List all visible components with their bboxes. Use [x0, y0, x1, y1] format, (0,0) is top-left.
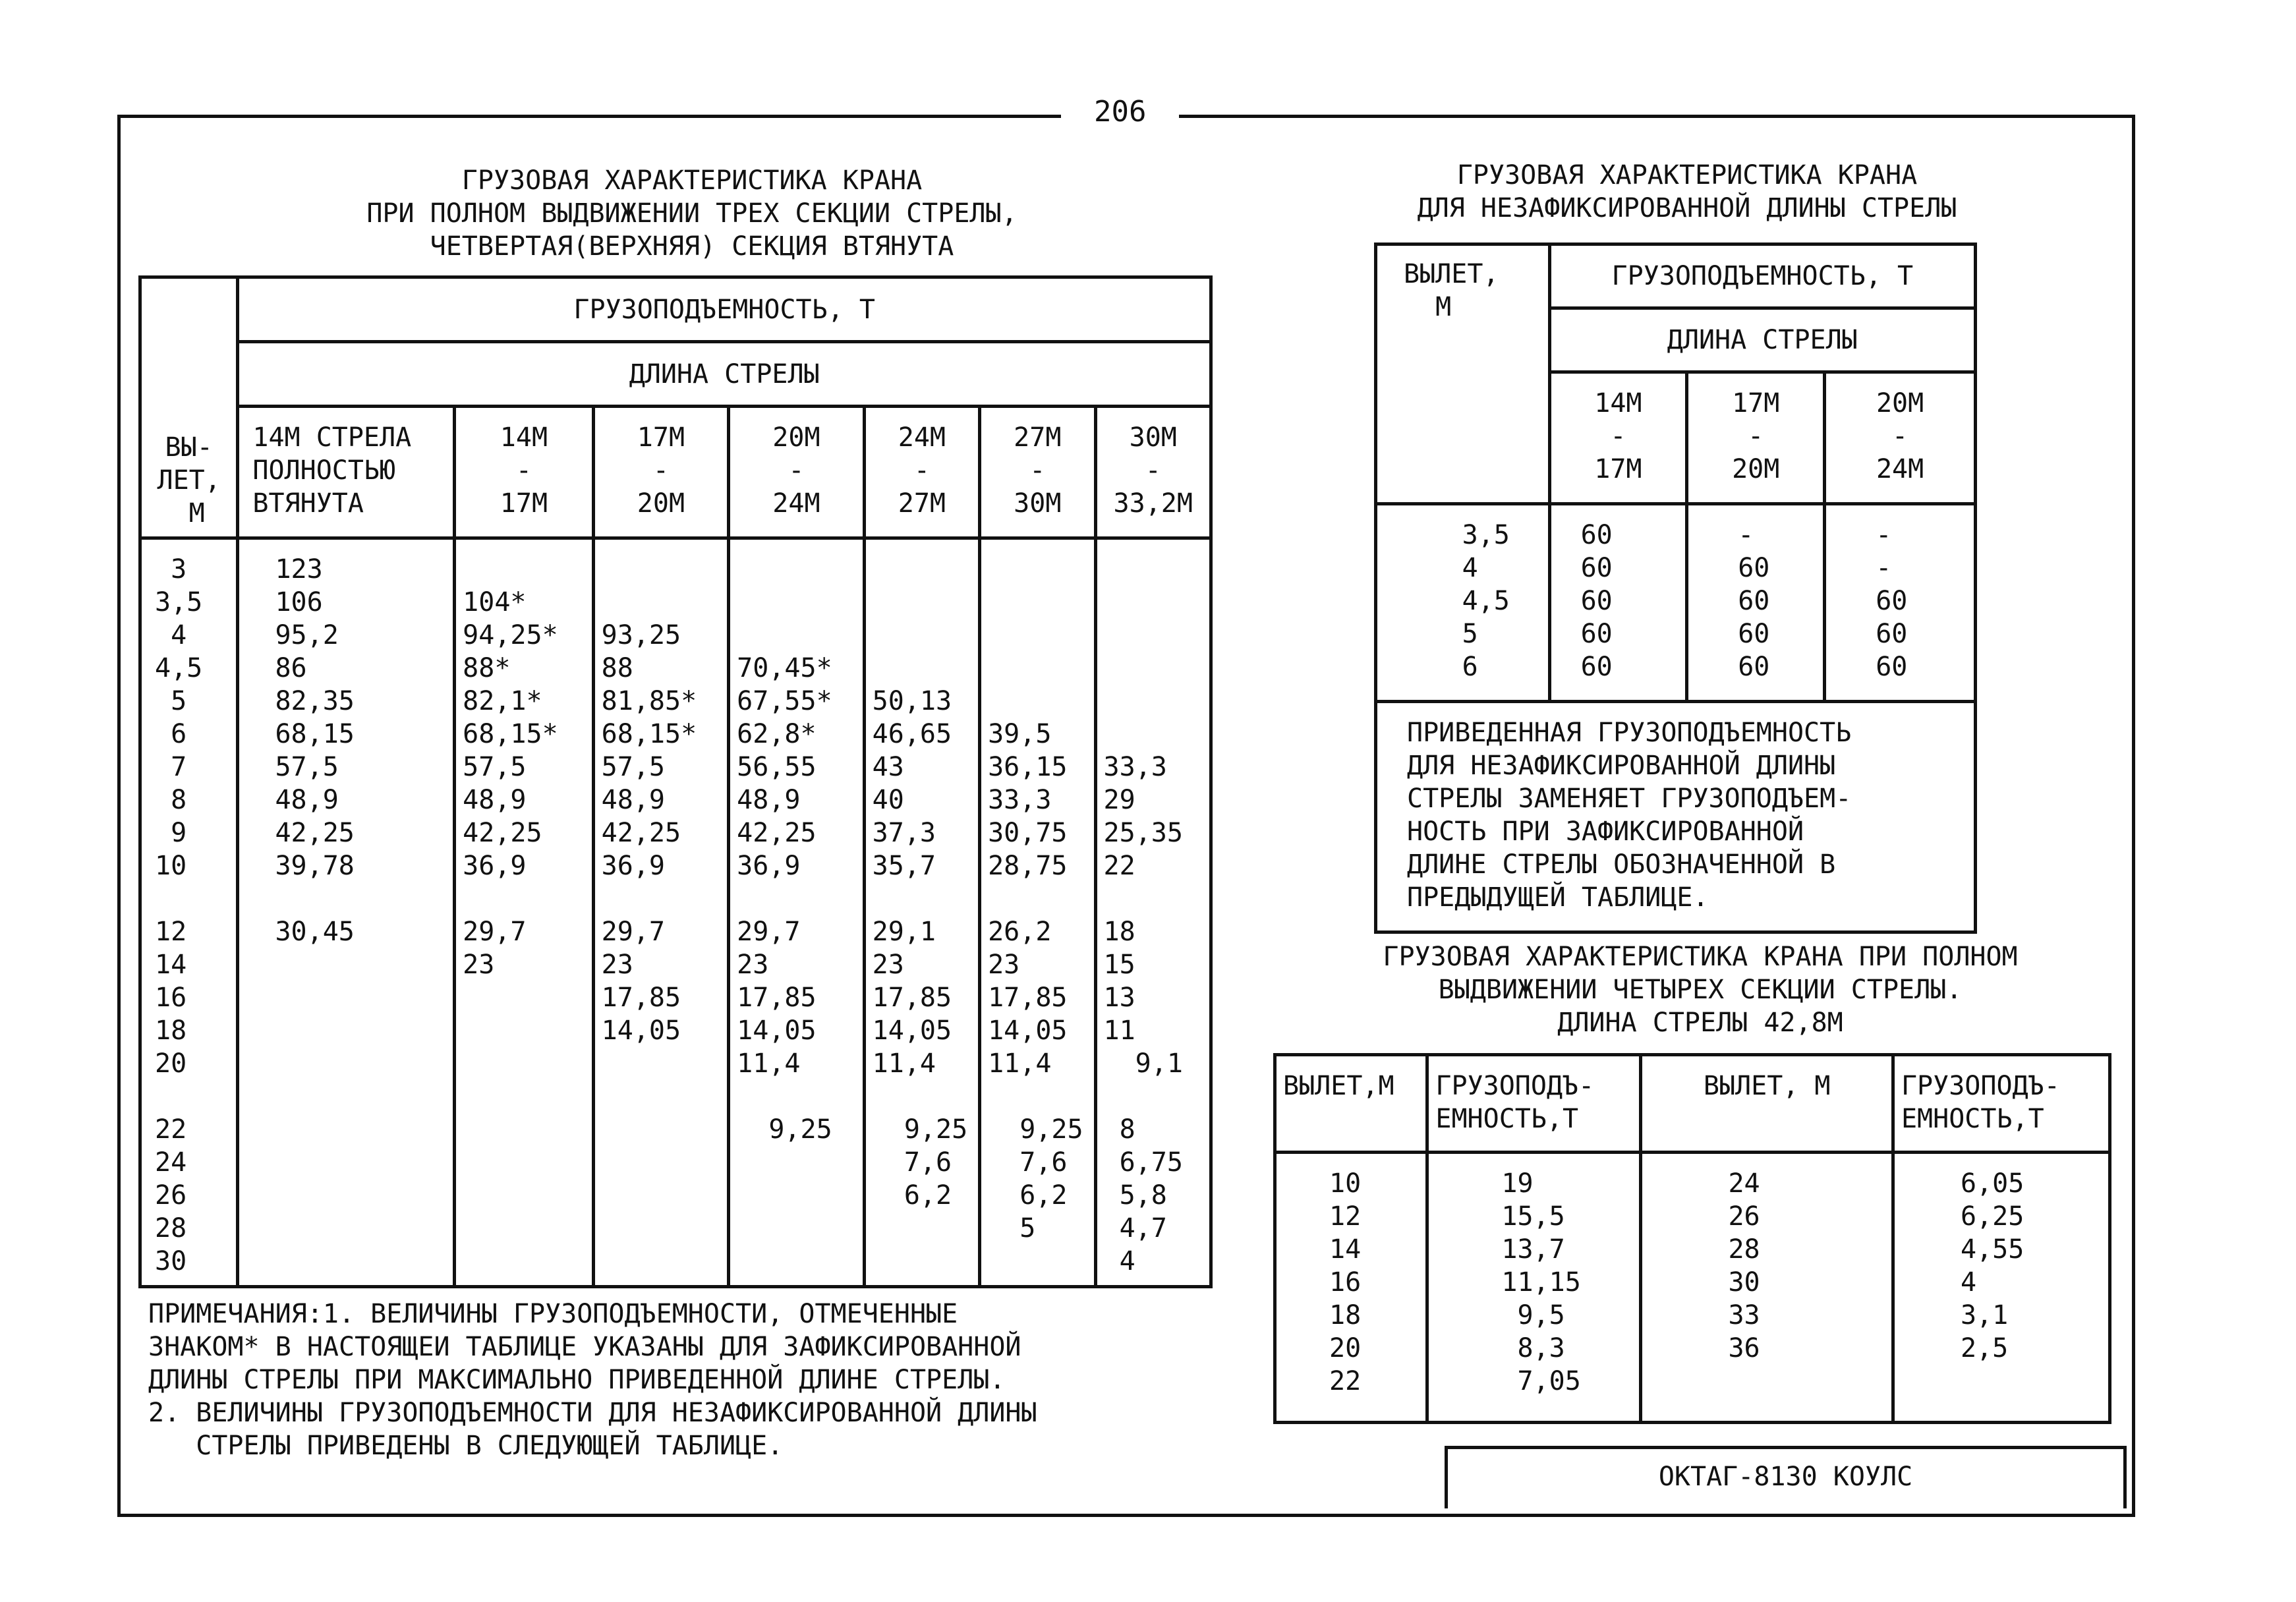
full-header-reach-2: ВЫЛЕТ, М	[1703, 1071, 1831, 1101]
notes-line-5: СТРЕЛЫ ПРИВЕДЕНЫ В СЛЕДУЮЩЕЙ ТАБЛИЦЕ.	[148, 1431, 784, 1461]
full-extension-table	[1273, 1053, 2111, 1424]
left-col-header-7: 30М - 33,2М	[1113, 422, 1193, 519]
left-col-header-6: 27М - 30М	[1014, 422, 1062, 519]
left-col-values-2: 104* 94,25* 88* 82,1* 68,15* 57,5 48,9 42,25 36,9 29,7 23	[463, 587, 558, 980]
left-col-values-5: 50,13 46,65 43 40 37,3 35,7 29,1 23 17,85 14,05 11,4 9,25 7,6 6,2	[872, 686, 968, 1211]
notes-line-4: 2. ВЕЛИЧИНЫ ГРУЗОПОДЪЕМНОСТИ ДЛЯ НЕЗАФИКСИРОВАННОЙ ДЛИНЫ	[148, 1398, 1037, 1428]
left-col-header-5: 24М - 27М	[898, 422, 946, 519]
left-table-title-2: ПРИ ПОЛНОМ ВЫДВИЖЕНИИ ТРЕХ СЕКЦИИ СТРЕЛЫ,	[366, 198, 1018, 229]
right-top-title-1: ГРУЗОВАЯ ХАРАКТЕРИСТИКА КРАНА	[1456, 160, 1918, 190]
left-table-title-1: ГРУЗОВАЯ ХАРАКТЕРИСТИКА КРАНА	[461, 165, 923, 196]
left-col-header-1: 14М СТРЕЛА ПОЛНОСТЬЮ ВТЯНУТА	[252, 422, 412, 519]
right-top-title-2: ДЛЯ НЕЗАФИКСИРОВАННОЙ ДЛИНЫ СТРЕЛЫ	[1417, 193, 1957, 223]
left-capacity-header: ГРУЗОПОДЪЕМНОСТЬ, Т	[573, 294, 875, 325]
left-col-header-4: 20М - 24М	[772, 422, 820, 519]
left-boom-header: ДЛИНА СТРЕЛЫ	[629, 358, 820, 389]
unfixed-boom-header: ДЛИНА СТРЕЛЫ	[1667, 325, 1858, 355]
stamp-text: ОКТАГ-8130 КОУЛС	[1658, 1462, 1913, 1492]
unfixed-reach-values: 3,5 4 4,5 5 6	[1462, 520, 1510, 682]
left-table-title-3: ЧЕТВЕРТАЯ(ВЕРХНЯЯ) СЕКЦИЯ ВТЯНУТА	[430, 231, 954, 262]
unfixed-col-values-1: 60 60 60 60 60	[1580, 520, 1613, 682]
left-col-values-7: 33,3 29 25,35 22 18 15 13 11 9,1 8 6,75 5,8 4,7 4	[1103, 752, 1183, 1276]
full-reach-values-1: 10 12 14 16 18 20 22	[1329, 1168, 1362, 1396]
left-reach-values: 3 3,5 4 4,5 5 6 7 8 9 10 12 14 16 18 20 22 24 26 28 30	[155, 554, 203, 1276]
full-capacity-values-2: 6,05 6,25 4,55 4 3,1 2,5	[1960, 1168, 2024, 1363]
full-header-capacity-2: ГРУЗОПОДЪ- ЕМНОСТЬ,Т	[1901, 1071, 2060, 1134]
unfixed-reach-header: ВЫЛЕТ, М	[1404, 259, 1499, 322]
right-bottom-title-3: ДЛИНА СТРЕЛЫ 42,8М	[1557, 1008, 1843, 1038]
full-header-reach-1: ВЫЛЕТ,М	[1283, 1071, 1394, 1101]
left-col-header-2: 14М - 17М	[500, 422, 548, 519]
left-col-values-6: 39,5 36,15 33,3 30,75 28,75 26,2 23 17,85 14,05 11,4 9,25 7,6 6,2 5	[988, 719, 1083, 1244]
left-capacity-table	[138, 275, 1213, 1288]
right-bottom-title-1: ГРУЗОВАЯ ХАРАКТЕРИСТИКА КРАНА ПРИ ПОЛНОМ	[1383, 942, 2018, 972]
notes-line-1: ПРИМЕЧАНИЯ:1. ВЕЛИЧИНЫ ГРУЗОПОДЪЕМНОСТИ, ОТМЕЧЕННЫЕ	[148, 1299, 958, 1329]
unfixed-col-values-3: - - 60 60 60	[1876, 520, 1908, 682]
page-number: 206	[1061, 96, 1179, 128]
unfixed-col-header-1: 14М - 17М	[1594, 388, 1642, 484]
unfixed-note: ПРИВЕДЕННАЯ ГРУЗОПОДЪЕМНОСТЬ ДЛЯ НЕЗАФИКСИРОВАННОЙ ДЛИНЫ СТРЕЛЫ ЗАМЕНЯЕТ ГРУЗОПОДЪЕМ- НОСТЬ ПРИ ЗАФИКСИРОВАННОЙ ДЛИНЕ СТРЕЛЫ ОБОЗНАЧЕННОЙ В ПРЕДЫДУЩЕЙ ТАБЛИЦЕ.	[1407, 718, 1852, 913]
left-col-values-4: 70,45* 67,55* 62,8* 56,55 48,9 42,25 36,9 29,7 23 17,85 14,05 11,4 9,25	[737, 653, 832, 1145]
left-col-header-3: 17М - 20М	[637, 422, 685, 519]
unfixed-col-header-2: 17М - 20М	[1732, 388, 1780, 484]
full-header-capacity-1: ГРУЗОПОДЪ- ЕМНОСТЬ,Т	[1435, 1071, 1595, 1134]
unfixed-boom-table	[1374, 243, 1977, 934]
unfixed-capacity-header: ГРУЗОПОДЪЕМНОСТЬ, Т	[1611, 261, 1914, 291]
left-col-values-1: 123 106 95,2 86 82,35 68,15 57,5 48,9 42,25 39,78 30,45	[275, 554, 355, 947]
title-stamp	[1445, 1446, 2127, 1508]
notes-line-2: ЗНАКОМ* В НАСТОЯЩЕИ ТАБЛИЦЕ УКАЗАНЫ ДЛЯ ЗАФИКСИРОВАННОЙ	[148, 1332, 1021, 1362]
right-bottom-title-2: ВЫДВИЖЕНИИ ЧЕТЫРЕХ СЕКЦИИ СТРЕЛЫ.	[1438, 975, 1963, 1005]
full-reach-values-2: 24 26 28 30 33 36	[1728, 1168, 1760, 1363]
left-reach-header: ВЫ- ЛЕТ, М	[157, 432, 221, 529]
left-col-values-3: 93,25 88 81,85* 68,15* 57,5 48,9 42,25 36,9 29,7 23 17,85 14,05	[601, 620, 697, 1046]
unfixed-col-values-2: - 60 60 60 60	[1738, 520, 1770, 682]
unfixed-col-header-3: 20М - 24М	[1876, 388, 1924, 484]
full-capacity-values-1: 19 15,5 13,7 11,15 9,5 8,3 7,05	[1501, 1168, 1581, 1396]
notes-line-3: ДЛИНЫ СТРЕЛЫ ПРИ МАКСИМАЛЬНО ПРИВЕДЕННОЙ ДЛИНЕ СТРЕЛЫ.	[148, 1365, 1006, 1395]
